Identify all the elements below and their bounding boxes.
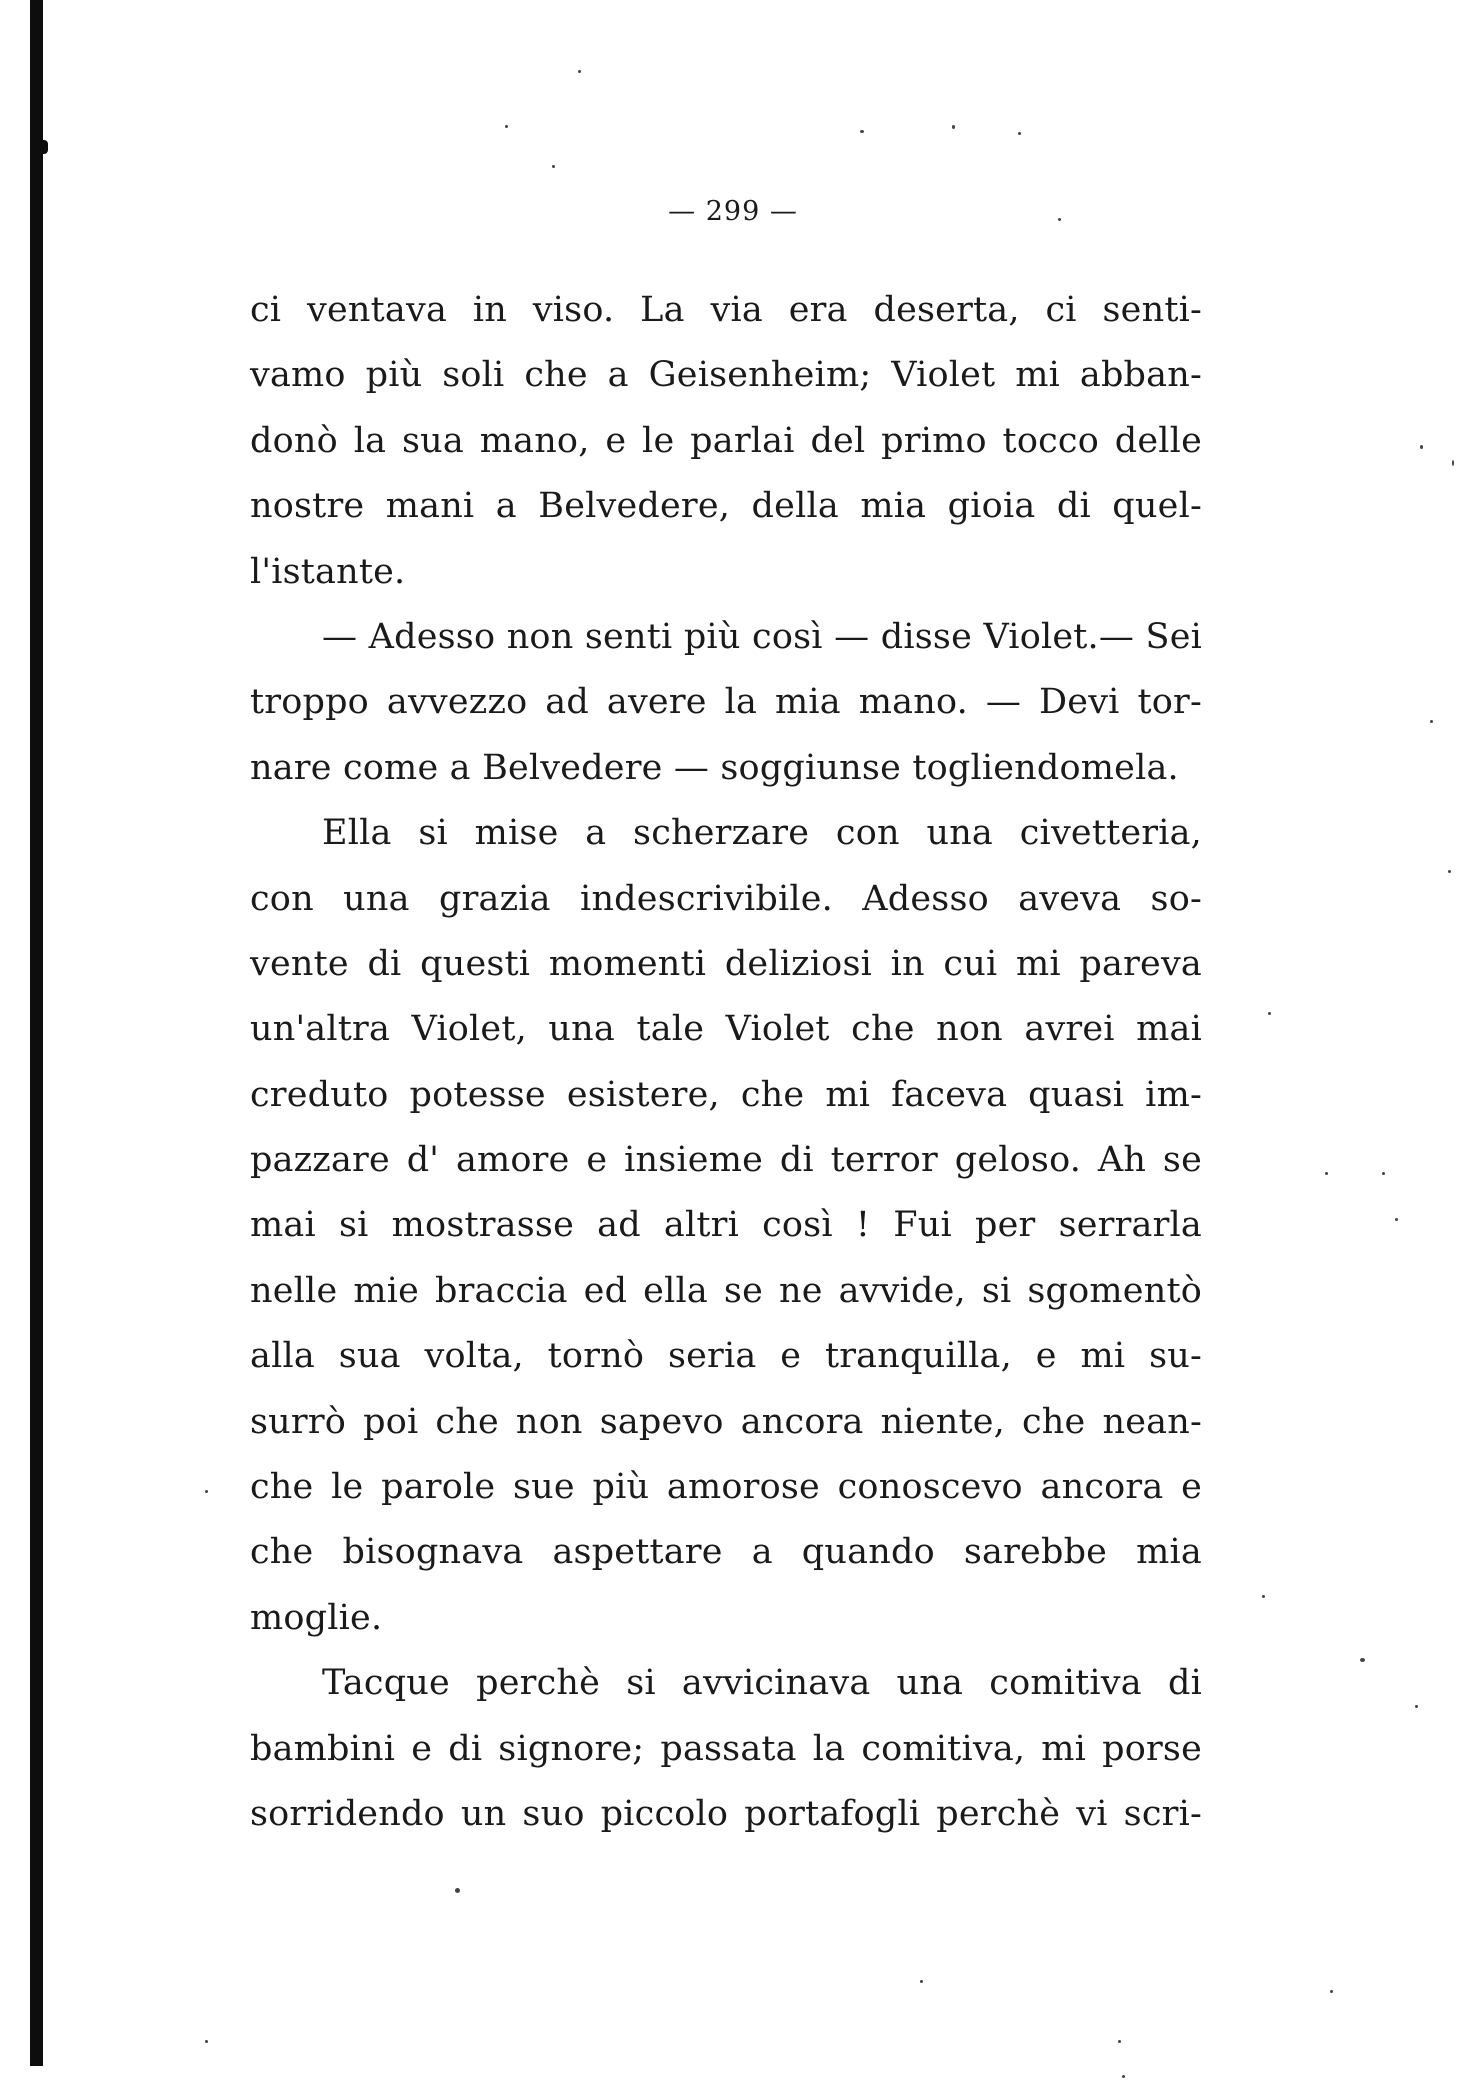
text-line: nelle mie braccia ed ella se ne avvide, si sgomentò bbox=[250, 1270, 1202, 1311]
text-line: che bisognava aspettare a quando sarebbe mia bbox=[250, 1532, 1202, 1573]
page-number: — 299 — bbox=[668, 196, 798, 227]
scan-speck bbox=[1118, 2040, 1121, 2043]
text-line: che le parole sue più amorose conoscevo ancora e bbox=[250, 1467, 1202, 1508]
text-line: donò la sua mano, e le parlai del primo tocco delle bbox=[250, 420, 1202, 461]
scan-speck bbox=[1395, 1218, 1398, 1221]
page-body-text bbox=[250, 278, 1202, 1847]
scan-speck bbox=[205, 1490, 208, 1493]
text-line: l'istante. bbox=[250, 551, 406, 592]
scan-speck bbox=[1420, 445, 1423, 449]
text-line: bambini e di signore; passata la comitiva, mi porse bbox=[250, 1728, 1202, 1769]
scan-speck bbox=[205, 2040, 208, 2043]
scan-speck bbox=[505, 125, 508, 128]
scan-speck bbox=[1415, 1705, 1418, 1708]
scan-speck bbox=[1325, 1172, 1328, 1175]
text-line: Tacque perchè si avvicinava una comitiva di bbox=[322, 1663, 1202, 1704]
scan-speck bbox=[1382, 1172, 1385, 1175]
scan-speck bbox=[920, 1980, 923, 1983]
text-line: nostre mani a Belvedere, della mia gioia di quel- bbox=[250, 486, 1202, 527]
book-spine-mark bbox=[40, 140, 48, 154]
text-line: troppo avvezzo ad avere la mia mano. — Devi tor- bbox=[250, 682, 1202, 723]
scan-speck bbox=[1268, 1012, 1271, 1015]
scan-speck bbox=[952, 125, 955, 129]
text-line: vente di questi momenti deliziosi in cui mi pareva bbox=[250, 943, 1202, 984]
scan-speck bbox=[1360, 1658, 1365, 1662]
scan-speck bbox=[455, 1888, 460, 1893]
scan-speck bbox=[578, 70, 581, 73]
scan-speck bbox=[1122, 2075, 1125, 2078]
text-line: con una grazia indescrivibile. Adesso aveva so- bbox=[250, 878, 1202, 919]
scan-speck bbox=[1448, 870, 1451, 873]
text-line: vamo più soli che a Geisenheim; Violet mi abban- bbox=[250, 355, 1202, 396]
text-line: ci ventava in viso. La via era deserta, ci senti- bbox=[250, 290, 1202, 330]
scan-speck bbox=[1262, 1595, 1265, 1598]
text-line: — Adesso non senti più così — disse Violet.— Sei bbox=[322, 616, 1202, 657]
scan-speck bbox=[1330, 1990, 1333, 1993]
text-line: moglie. bbox=[250, 1597, 383, 1638]
text-line: mai si mostrasse ad altri così ! Fui per serrarla bbox=[250, 1205, 1202, 1246]
text-line: sorridendo un suo piccolo portafogli perchè vi scri- bbox=[250, 1793, 1202, 1834]
text-line: creduto potesse esistere, che mi faceva quasi im- bbox=[250, 1074, 1202, 1115]
text-line: nare come a Belvedere — soggiunse togliendomela. bbox=[250, 747, 1179, 788]
text-line: Ella si mise a scherzare con una civetteria, bbox=[322, 813, 1202, 854]
book-spine-edge bbox=[30, 0, 43, 2066]
scan-speck bbox=[552, 165, 555, 168]
scan-speck bbox=[1058, 218, 1061, 221]
text-line: surrò poi che non sapevo ancora niente, che nean- bbox=[250, 1401, 1202, 1442]
text-line: pazzare d' amore e insieme di terror geloso. Ah se bbox=[250, 1140, 1202, 1181]
scan-speck bbox=[1452, 460, 1454, 466]
scan-speck bbox=[860, 130, 864, 133]
text-line: un'altra Violet, una tale Violet che non avrei mai bbox=[250, 1009, 1202, 1050]
scan-speck bbox=[1018, 132, 1021, 135]
scan-speck bbox=[1430, 720, 1433, 723]
text-line: alla sua volta, tornò seria e tranquilla, e mi su- bbox=[250, 1336, 1202, 1377]
